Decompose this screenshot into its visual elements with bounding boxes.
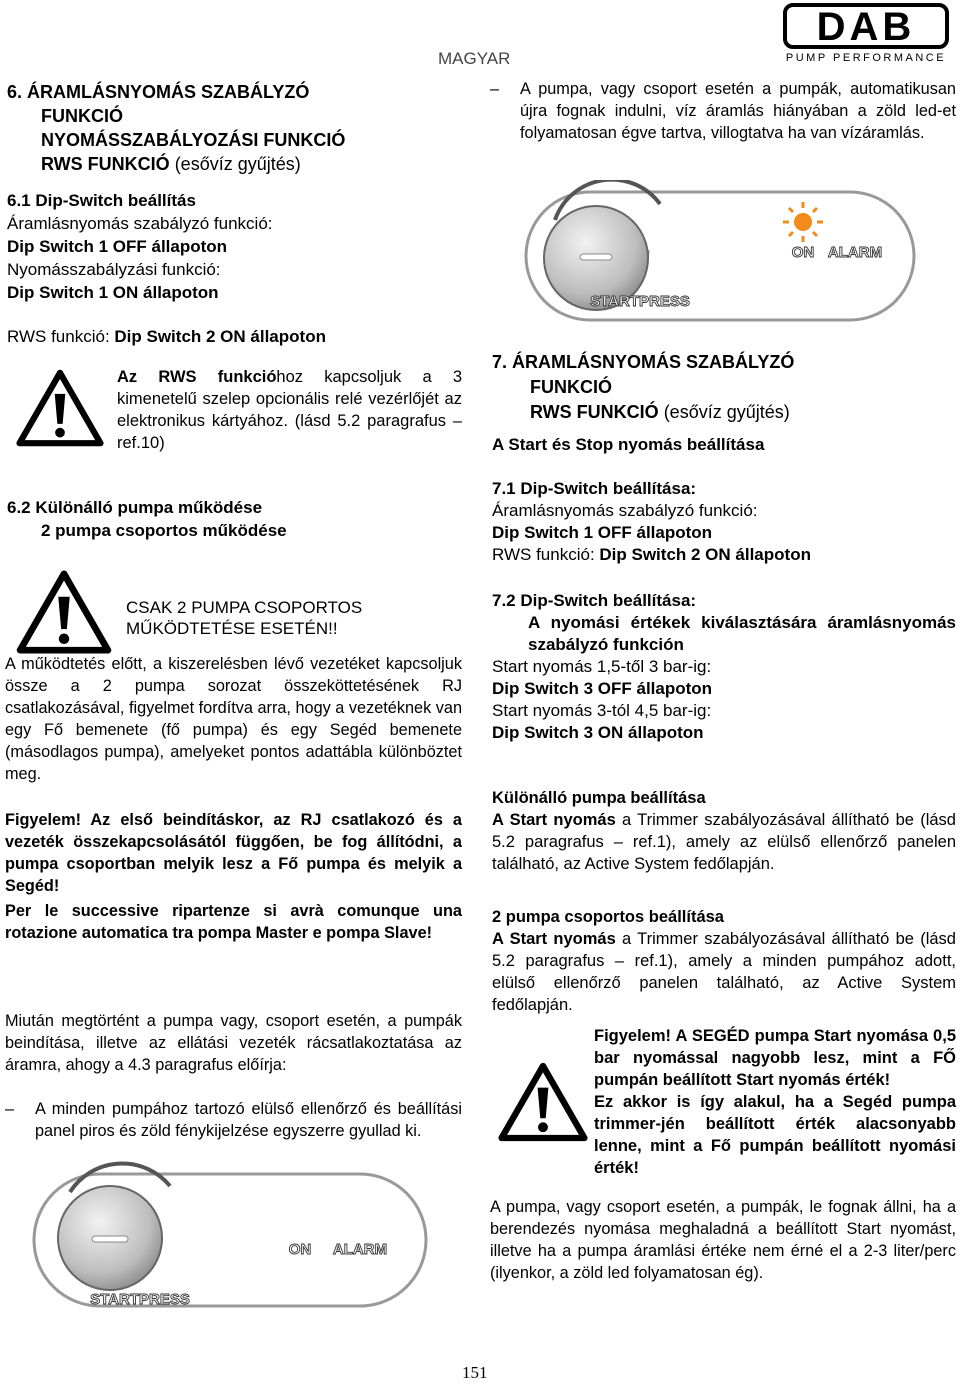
rws-setting: RWS funkció: Dip Switch 2 ON állapoton bbox=[7, 327, 326, 346]
warning-secondary-pump: Figyelem! A SEGÉD pumpa Start nyomása 0,5 bar nyomással nagyobb lesz, mint a FŐ pumpán beállított Start nyomás érték! Ez akkor is így alakul, ha a Segéd pumpa trimmer-jén beállított érték alacsonyabb lenne, mint a Fő pumpán beállított nyomási érték! bbox=[594, 1027, 956, 1177]
alarm-led-label: ALARM bbox=[827, 244, 883, 261]
language-label: MAGYAR bbox=[438, 49, 511, 68]
section-6-2-title: 6.2 Különálló pumpa működése 2 pumpa csoportos működése bbox=[7, 498, 287, 540]
section-7-1: 7.1 Dip-Switch beállítása: Áramlásnyomás szabályzó funkció: Dip Switch 1 OFF állapoton RWS funkció: Dip Switch 2 ON állapoton bbox=[492, 479, 811, 564]
page-number: 151 bbox=[462, 1363, 488, 1382]
on-led-label: ON bbox=[288, 1241, 312, 1258]
warning-icon bbox=[16, 368, 104, 448]
section-7-title: 7. ÁRAMLÁSNYOMÁS SZABÁLYZÓ FUNKCIÓ RWS FUNKCIÓ (esővíz gyűjtés) bbox=[492, 352, 795, 422]
logo-text: DAB bbox=[816, 5, 916, 49]
single-pump-setting: Különálló pumpa beállítása A Start nyomás a Trimmer szabályozásával állítható be (lásd 5.2 paragrafus – ref.1), amely az elülső ellenőrző panelen található, az Active System fedőlapján. bbox=[492, 789, 956, 873]
control-panel-illustration bbox=[520, 180, 920, 330]
paragraph-first-start-warning: Figyelem! Az első beindításkor, az RJ csatlakozó és a vezeték összekapcsolásától függően, be fog állítódni, a pumpa csoportban melyik lesz a Fő pumpa és melyik a Segéd! bbox=[5, 811, 462, 895]
warning-group-title: CSAK 2 PUMPA CSOPORTOS MŰKÖDTETÉSE ESETÉN!! bbox=[126, 598, 363, 638]
warning-icon bbox=[498, 1062, 588, 1142]
paragraph-connection: A működtetés előtt, a kiszerelésben lévő vezetéket kapcsoljuk össze a 2 pumpa sorozat összeköttetésének RJ csatlakozásával, figyelmet fordítva arra, hogy a vezetéknek van egy Fő bemenete (fő pumpa) és egy Segéd bemenete (másodlagos pumpa), amelyeket pontos adattábla különböztet meg. bbox=[5, 655, 463, 783]
alarm-led-label: ALARM bbox=[332, 1241, 388, 1258]
section-7-2: 7.2 Dip-Switch beállítása: A nyomási értékek kiválasztására áramlásnyomás szabályzó funkción Start nyomás 1,5-től 3 bar-ig: Dip Switch 3 OFF állapoton Start nyomás 3-tól 4,5 bar-ig: Dip Switch 3 ON állapoton bbox=[492, 591, 956, 742]
control-panel-illustration bbox=[30, 1160, 430, 1320]
paragraph-after-start: Miután megtörtént a pumpa vagy, csoport esetén, a pumpák beindítása, illetve az ellátási vezeték rácsatlakoztatása az áramra, ahogy a 4.3 paragrafus előírja: bbox=[5, 1012, 462, 1074]
group-pump-setting: 2 pumpa csoportos beállítása A Start nyomás a Trimmer szabályozásával állítható be (lásd 5.2 paragrafus – ref.1), amely a minden pumpához adott, elülső ellenőrző panelen található, az Active System fedőlapján. bbox=[492, 908, 956, 1014]
section-6-title: 6. ÁRAMLÁSNYOMÁS SZABÁLYZÓ FUNKCIÓ NYOMÁSSZABÁLYOZÁSI FUNKCIÓ RWS FUNKCIÓ (esővíz gyűjtés) bbox=[7, 82, 346, 174]
on-led-glow bbox=[783, 202, 823, 242]
bullet-restart: – A pumpa, vagy csoport esetén a pumpák, automatikusan újra fognak indulni, víz áramlás hiányában a zöld led-et folyamatosan égve tartva, villogtatva ha van vízáramlás. bbox=[490, 80, 956, 142]
warning-rws-note: Az RWS funkcióhoz kapcsoljuk a 3 kimenetelű szelep opcionális relé vezérlőjét az elektronikus kártyához. (lásd 5.2 paragrafus – ref.10) bbox=[117, 368, 462, 452]
on-led-label: ON bbox=[791, 244, 815, 261]
dab-logo bbox=[782, 2, 950, 64]
section-7-subtitle: A Start és Stop nyomás beállítása bbox=[492, 435, 765, 454]
startpress-label: STARTPRESS bbox=[590, 293, 690, 310]
section-6-1: 6.1 Dip-Switch beállítás Áramlásnyomás szabályzó funkció: Dip Switch 1 OFF állapoton Nyomásszabályzási funkció: Dip Switch 1 ON állapoton bbox=[7, 191, 273, 302]
paragraph-stop: A pumpa, vagy csoport esetén, a pumpák, le fognak állni, ha a berendezés nyomása meghaladná a beállított Start nyomást, illetve ha a pumpa áramlási értéke nem érné el a 2-3 liter/perc (ilyenkor, a zöld led folyamatosan ég). bbox=[490, 1198, 956, 1282]
bullet-leds: – A minden pumpához tartozó elülső ellenőrző és beállítási panel piros és zöld fénykijelzése egyszerre gyullad ki. bbox=[5, 1100, 462, 1140]
logo-tagline: PUMP PERFORMANCE bbox=[785, 52, 947, 64]
paragraph-rotation: Per le successive ripartenze si avrà comunque una rotazione automatica tra pompa Master e pompa Slave! bbox=[5, 902, 462, 942]
warning-icon bbox=[16, 570, 112, 654]
startpress-label: STARTPRESS bbox=[90, 1291, 190, 1308]
